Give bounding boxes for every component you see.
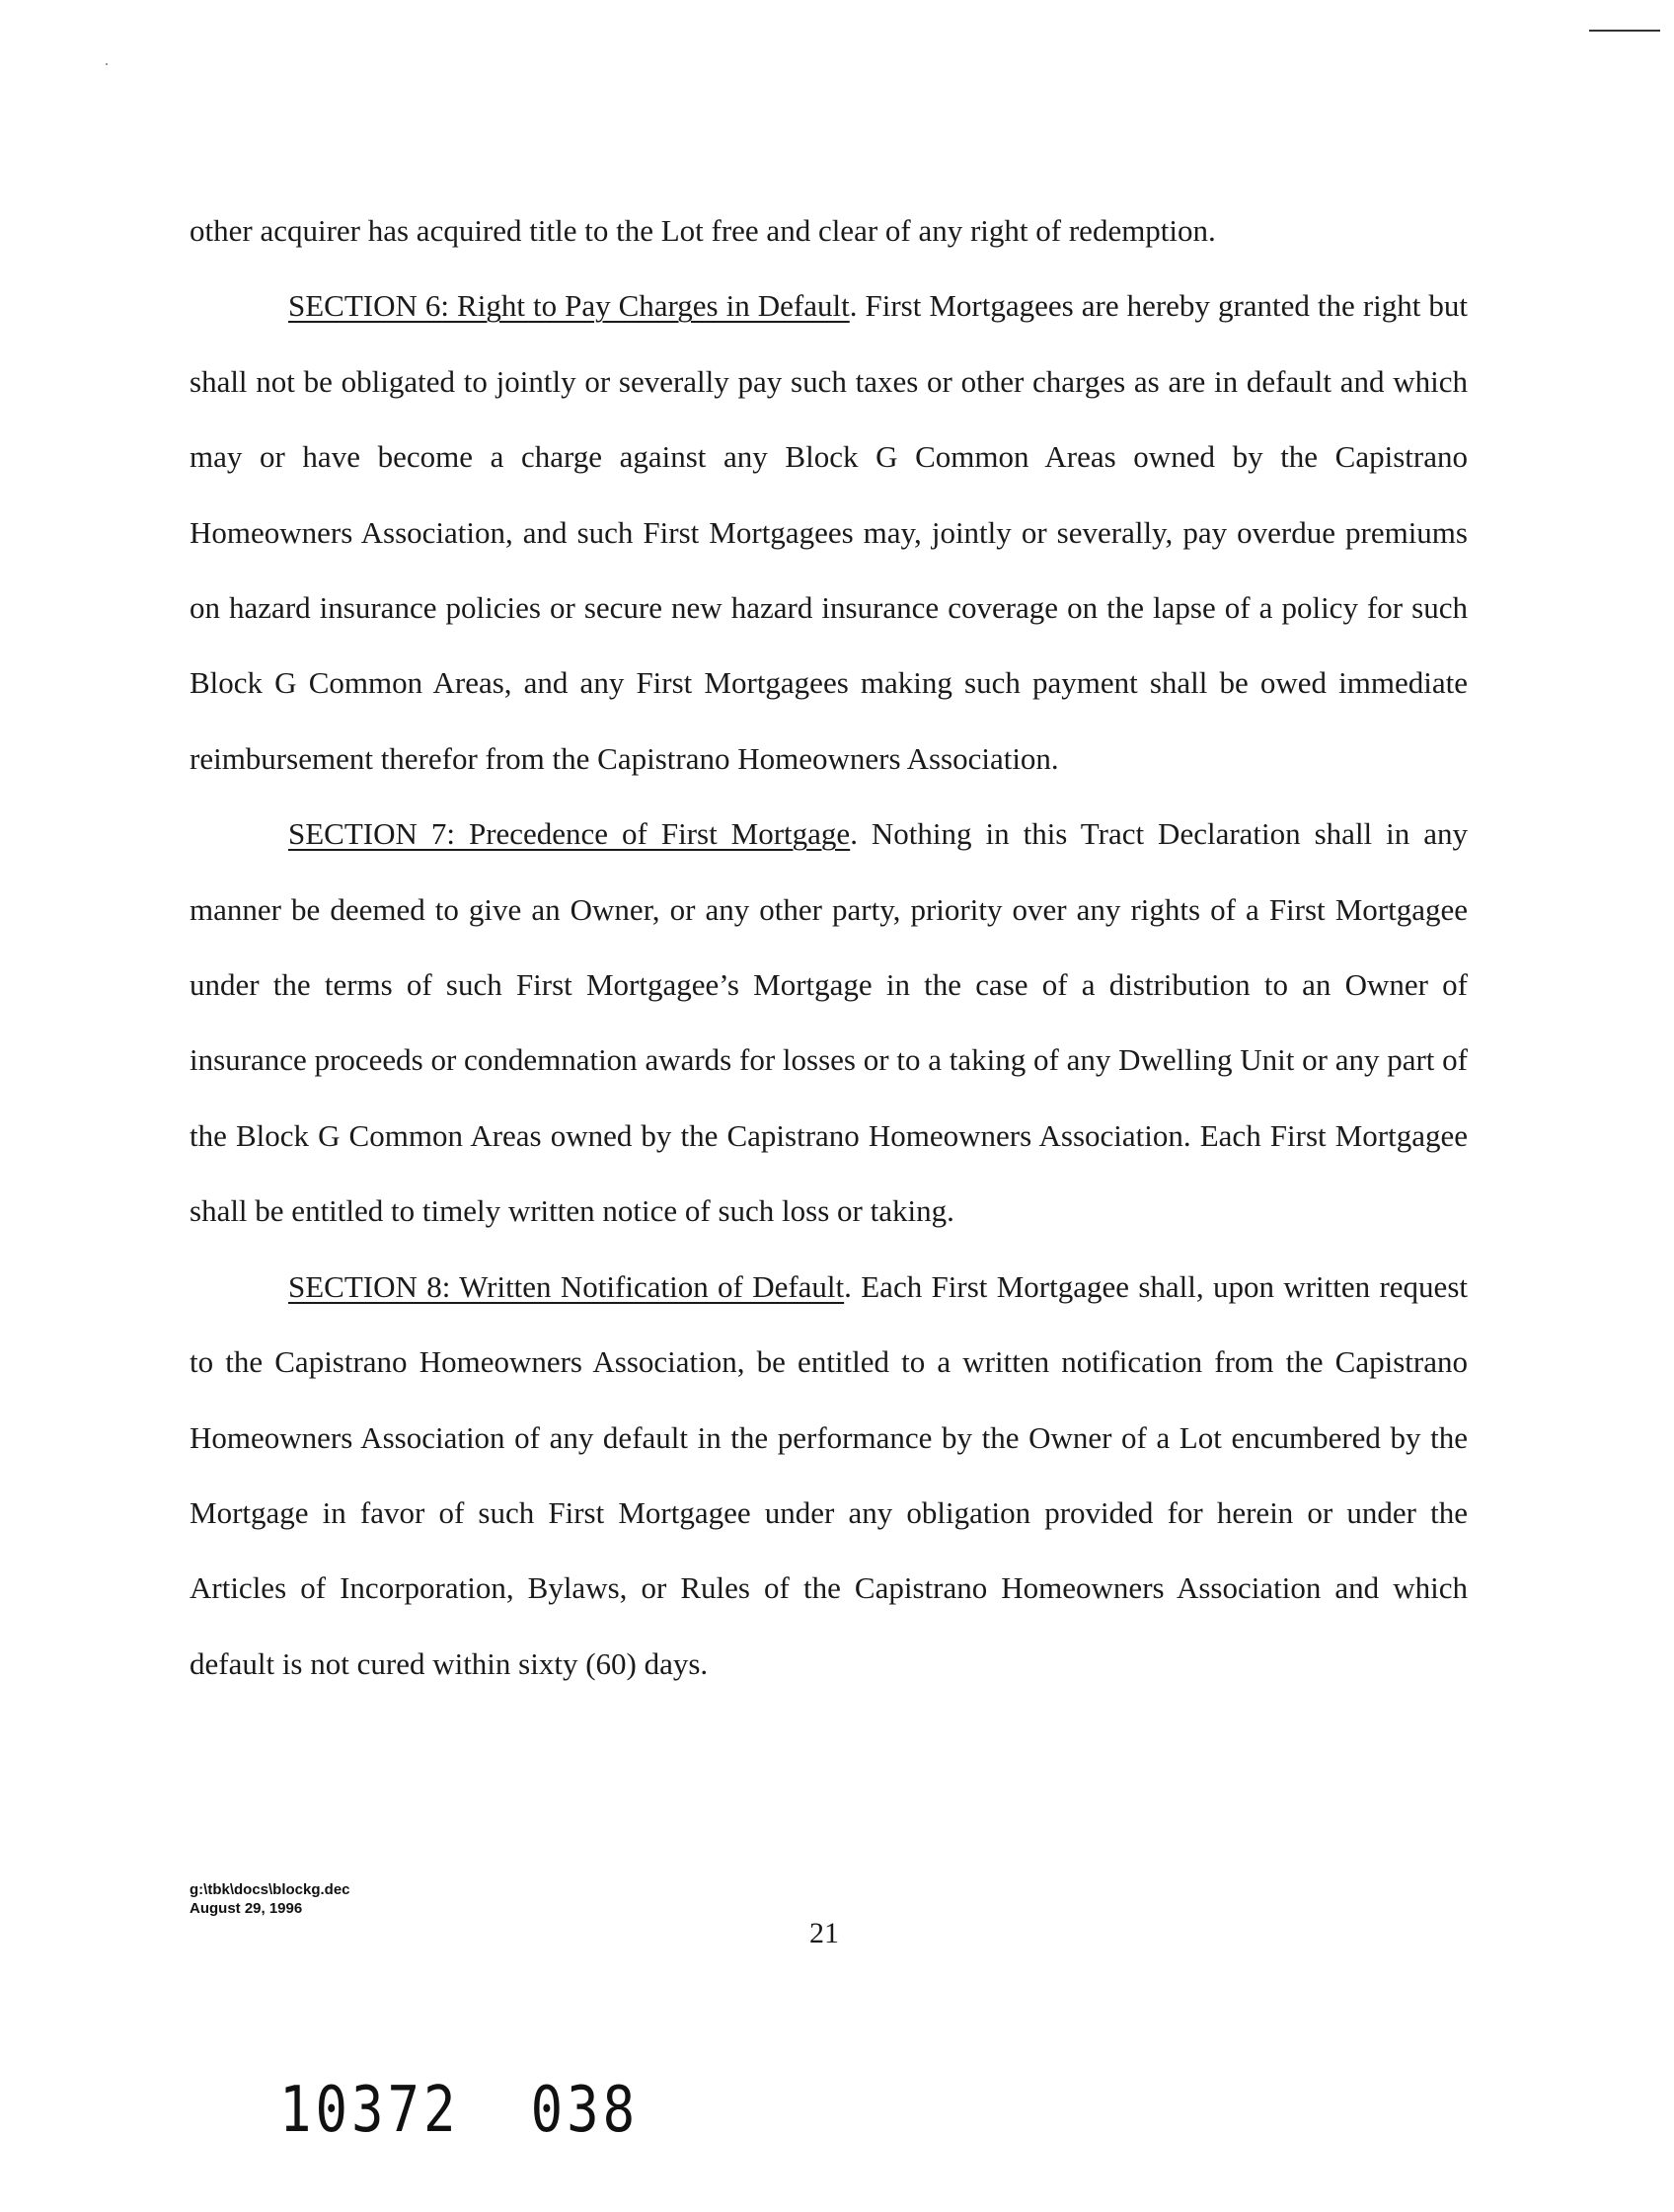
footer-file-info: [190, 1880, 350, 1918]
section-8-paragraph: [190, 1250, 1468, 1702]
section-6-heading: SECTION 6: Right to Pay Charges in Default: [288, 288, 850, 324]
page-number: 21: [809, 1917, 839, 1949]
section-7-text: . Nothing in this Tract Declaration shall in any manner be deemed to give an Owner, or any other party, priority over any rights of a First Mortgagee under the terms of such First Mortgagee’s Mortgage in the case of a distribution to an Owner of insurance proceeds or condemnation awards for losses or to a taking of any Dwelling Unit or any part of the Block G Common Areas owned by the Capistrano Homeowners Association. Each First Mortgagee shall be entitled to timely written notice of such loss or taking.: [190, 816, 1468, 1229]
top-right-rule: [1589, 30, 1660, 32]
section-6-text: . First Mortgagees are hereby granted the right but shall not be obligated to jointly or severally pay such taxes or other charges as are in default and which may or have become a charge against any Block G Common Areas owned by the Capistrano Homeowners Association, and such First Mortgagees may, jointly or severally, pay overdue premiums on hazard insurance policies or secure new hazard insurance coverage on the lapse of a policy for such Block G Common Areas, and any First Mortgagees making such payment shall be owed immediate reimbursement therefor from the Capistrano Homeowners Association.: [190, 288, 1468, 776]
recording-page-number: 038: [530, 2073, 640, 2147]
recording-book-number: 10372: [279, 2073, 460, 2147]
section-8-heading: SECTION 8: Written Notification of Default: [288, 1268, 845, 1304]
footer-date: August 29, 1996: [190, 1900, 303, 1917]
footer-file-path: g:\tbk\docs\blockg.dec: [190, 1881, 350, 1898]
recording-stamp: [279, 2073, 639, 2146]
section-7-paragraph: [190, 797, 1468, 1249]
document-body: [190, 193, 1468, 1702]
opening-paragraph: other acquirer has acquired title to the Lot free and clear of any right of redemption.: [190, 213, 1216, 248]
scan-speck: [106, 63, 108, 65]
section-7-heading: SECTION 7: Precedence of First Mortgage: [288, 816, 851, 852]
section-8-text: . Each First Mortgagee shall, upon written request to the Capistrano Homeowners Association, be entitled to a written notification from the Capistrano Homeowners Association of any default in the performance by the Owner of a Lot encumbered by the Mortgage in favor of such First Mortgagee under any obligation provided for herein or under the Articles of Incorporation, Bylaws, or Rules of the Capistrano Homeowners Association and which default is not cured within sixty (60) days.: [190, 1268, 1468, 1681]
section-6-paragraph: [190, 268, 1468, 797]
